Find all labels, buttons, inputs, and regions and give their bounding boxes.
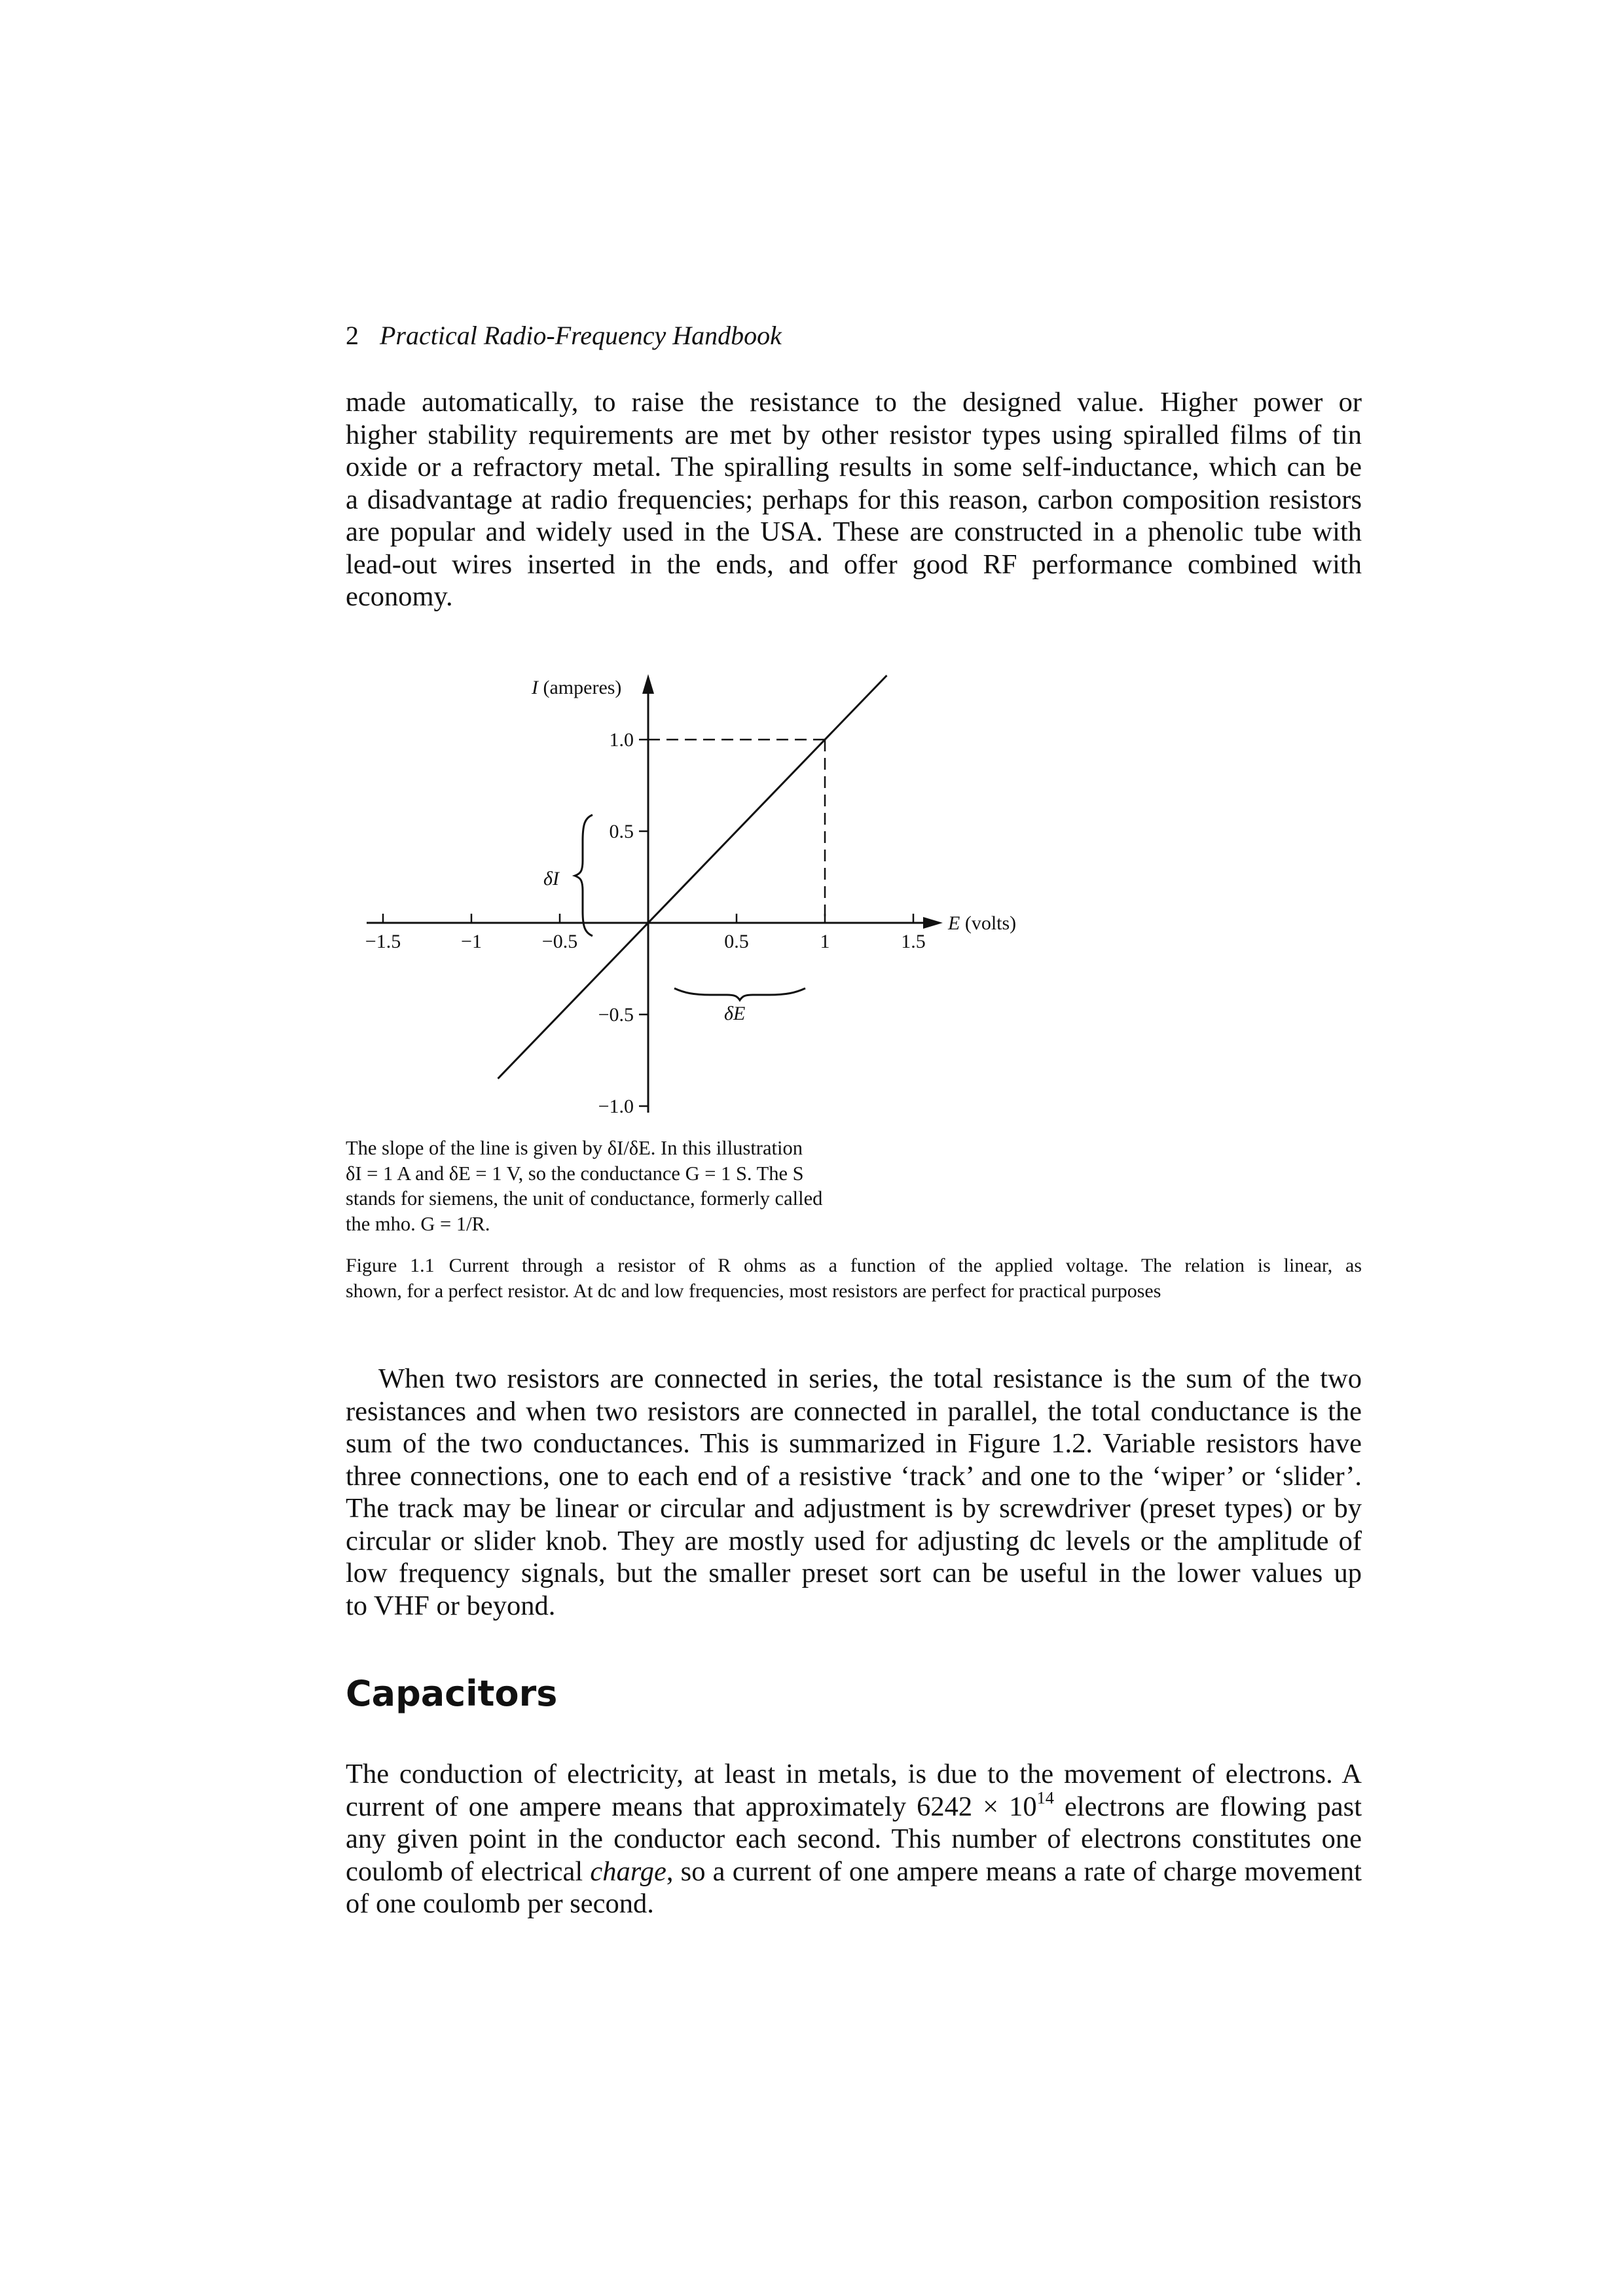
text-line: any given point in the conductor each second. This number of electrons constitutes one (346, 1823, 1362, 1854)
x-axis-var: E (948, 912, 960, 934)
paragraph-2 (346, 1363, 1362, 1622)
paragraph-3 (346, 1758, 1362, 1920)
caption-text: Current through a resistor of R ohms as a function of the applied voltage. The relation is linear, as (448, 1255, 1362, 1276)
y-axis-arrow-icon (642, 674, 654, 694)
y-tick-label: −0.5 (598, 1004, 634, 1026)
figure-1-1-plot (327, 661, 1113, 1132)
text-segment: coulomb of electrical (346, 1856, 591, 1887)
text-line: oxide or a refractory metal. The spiralling results in some self-inductance, which can be (346, 452, 1362, 482)
note-line: δI = 1 A and δE = 1 V, so the conductance G = 1 S. The S (346, 1162, 804, 1185)
y-axis-unit: (amperes) (538, 677, 622, 698)
delta-e-brace (674, 988, 805, 1000)
x-tick-label: 1.5 (901, 931, 926, 952)
text-line: made automatically, to raise the resistance to the designed value. Higher power or (346, 387, 1362, 418)
text-line: economy. (346, 581, 453, 612)
text-line: sum of the two conductances. This is summarized in Figure 1.2. Variable resistors have (346, 1428, 1362, 1459)
emphasis: charge (590, 1856, 666, 1887)
x-tick-label: 1 (820, 931, 830, 952)
y-axis-label (531, 677, 621, 698)
caption-line (346, 1253, 1362, 1278)
text-line: three connections, one to each end of a resistive ‘track’ and one to the ‘wiper’ or ‘slider’. (346, 1460, 1362, 1492)
text-line: resistances and when two resistors are connected in parallel, the total conductance is the (346, 1395, 1362, 1427)
text-line: The conduction of electricity, at least in metals, is due to the movement of electrons. A (346, 1759, 1362, 1789)
text-line: low frequency signals, but the smaller preset sort can be useful in the lower values up (346, 1558, 1362, 1588)
note-line: The slope of the line is given by δI/δE. In this illustration (346, 1137, 803, 1159)
section-heading: Capacitors (346, 1673, 558, 1714)
x-axis-label (947, 912, 1016, 934)
figure-caption (346, 1253, 1362, 1304)
note-line: stands for siemens, the unit of conductance, formerly called (346, 1187, 823, 1210)
paragraph-1 (346, 386, 1362, 613)
delta-i-brace (575, 815, 593, 936)
delta-e-label: δE (724, 1003, 746, 1024)
x-axis-arrow-icon (923, 917, 943, 929)
x-tick-label: 0.5 (724, 931, 749, 952)
caption-label: Figure 1.1 (346, 1255, 435, 1276)
text-line: of one coulomb per second. (346, 1888, 654, 1919)
y-axis-var: I (532, 677, 538, 698)
text-line: higher stability requirements are met by other resistor types using spiralled films of tin (346, 419, 1362, 450)
y-tick-label: 0.5 (609, 821, 634, 842)
x-tick-label: −1 (461, 931, 482, 952)
text-line (346, 1856, 1362, 1888)
exponent: 14 (1036, 1788, 1054, 1808)
text-segment: , so a current of one ampere means a rate of charge movement (666, 1856, 1362, 1887)
text-segment: electrons are flowing past (1053, 1791, 1362, 1822)
caption-line: shown, for a perfect resistor. At dc and low frequencies, most resistors are perfect for practical purposes (346, 1280, 1161, 1302)
book-title: Practical Radio-Frequency Handbook (380, 321, 782, 350)
delta-i-label: δI (543, 868, 559, 889)
x-axis-unit: (volts) (960, 912, 1017, 934)
note-line: the mho. G = 1/R. (346, 1212, 490, 1235)
running-head (346, 319, 782, 352)
page-number: 2 (346, 321, 359, 350)
text-line: a disadvantage at radio frequencies; perhaps for this reason, carbon composition resistors (346, 484, 1362, 515)
text-line (346, 1788, 1362, 1823)
text-line: are popular and widely used in the USA. These are constructed in a phenolic tube with (346, 516, 1362, 547)
text-line: When two resistors are connected in series, the total resistance is the sum of the two (378, 1363, 1362, 1394)
y-tick-label: 1.0 (609, 729, 634, 751)
text-segment: current of one ampere means that approximately 6242 × 10 (346, 1791, 1037, 1822)
text-line: The track may be linear or circular and adjustment is by screwdriver (preset types) or by (346, 1493, 1362, 1524)
x-tick-label: −1.5 (365, 931, 401, 952)
text-line: to VHF or beyond. (346, 1590, 556, 1621)
x-tick-label: −0.5 (541, 931, 578, 952)
text-line: lead-out wires inserted in the ends, and offer good RF performance combined with (346, 548, 1362, 580)
y-tick-label: −1.0 (598, 1096, 634, 1117)
text-line: circular or slider knob. They are mostly used for adjusting dc levels or the amplitude of (346, 1525, 1362, 1556)
figure-note (346, 1136, 850, 1236)
